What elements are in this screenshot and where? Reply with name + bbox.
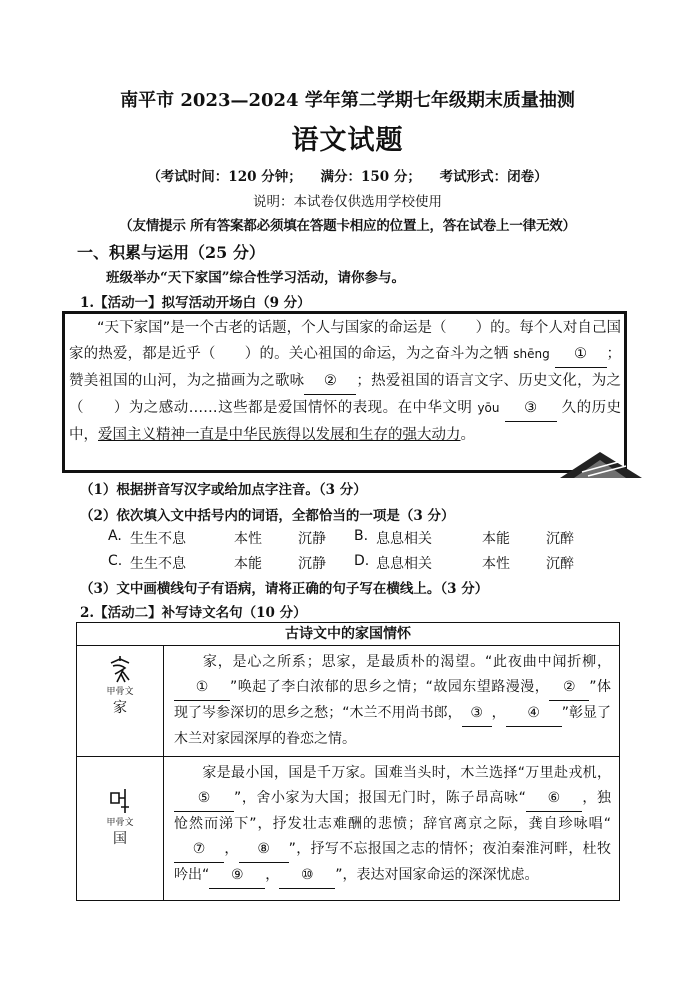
blank-poem-5: ⑤	[174, 786, 234, 812]
blank-poem-2: ②	[549, 675, 589, 701]
option-b: B. 息息相关 本能 沉醉	[354, 528, 574, 547]
oracle-guo-icon	[107, 787, 133, 815]
underlined-sentence: 爱国主义精神一直是中华民族得以发展和生存的强大动力	[98, 427, 461, 443]
exam-info: （考试时间：120 分钟； 满分：150 分； 考试形式：闭卷）	[147, 169, 548, 185]
blank-2: ②	[304, 368, 356, 395]
option-d: D. 息息相关 本性 沉醉	[354, 553, 574, 572]
blank-poem-10: ⑩	[279, 863, 335, 889]
option-c: C. 生生不息 本能 沉静	[108, 553, 326, 572]
blank-poem-3: ③	[462, 701, 492, 727]
blank-1: ①	[555, 341, 607, 368]
blank-poem-8: ⑧	[239, 837, 289, 863]
activity-2-title: 2.【活动二】补写诗文名句（10 分）	[80, 605, 307, 621]
blank-poem-1: ①	[174, 675, 230, 701]
mountain-decoration-icon	[560, 448, 642, 480]
question-1-1: （1）根据拼音写汉字或给加点字注音。（3 分）	[80, 482, 367, 498]
oracle-jia-cell	[77, 646, 164, 757]
section-1-intro: 班级举办“天下家国”综合性学习活动，请你参与。	[106, 270, 406, 286]
table-header: 古诗文中的家国情怀	[77, 623, 620, 646]
row-jia-text: 家，是心之所系；思家，是最质朴的渴望。“此夜曲中闻折柳，① ”唤起了李白浓郁的思乡之情；“故园东望路漫漫， ② ”体现了岑参深切的思乡之愁；“木兰不用尚书郎， ③ ， ④ ”彰显了木兰对家园深厚的眷恋之情。	[164, 646, 620, 757]
passage-text: “天下家国”是一个古老的话题，个人与国家的命运是（ ）的。每个人对自己国家的热爱，都是近乎（ ）的。关心祖国的命运，为之奋斗为之牺 shēng ① ；赞美祖国的山河，为之描画为之歌咏 ② ；热爱祖国的语言文字、历史文化，为之（ ）为之感动……这些都是爱国情怀的表现。在中华文明 yōu ③ 久的历史中，爱国主义精神一直是中华民族得以发展和生存的强大动力。	[69, 320, 622, 443]
friendly-tips: （友情提示 所有答案都必须填在答题卡相应的位置上，答在试卷上一律无效）	[119, 218, 576, 234]
subject-title: 语文试题	[291, 125, 404, 156]
char-guo: 国	[113, 831, 127, 847]
exam-title: 南平市 2023—2024 学年第二学期七年级期末质量抽测	[120, 90, 575, 111]
oracle-guo-cell	[77, 757, 164, 901]
char-jia: 家	[113, 700, 127, 716]
question-1-2: （2）依次填入文中括号内的词语，全都恰当的一项是（3 分）	[80, 508, 455, 524]
poem-table	[76, 622, 620, 901]
usage-note: 说明：本试卷仅供选用学校使用	[253, 194, 442, 210]
oracle-jia-icon	[107, 654, 133, 684]
activity-1-title: 1.【活动一】拟写活动开场白（9 分）	[80, 295, 311, 311]
blank-poem-9: ⑨	[209, 863, 265, 889]
oracle-label: 甲骨文	[106, 818, 134, 828]
section-1-title: 一、积累与运用（25 分）	[77, 243, 265, 262]
option-a: A. 生生不息 本性 沉静	[108, 528, 326, 547]
oracle-label: 甲骨文	[106, 687, 134, 697]
blank-poem-4: ④	[506, 701, 562, 727]
question-1-3: （3）文中画横线句子有语病，请将正确的句子写在横线上。（3 分）	[80, 581, 489, 597]
blank-3: ③	[505, 395, 557, 422]
blank-poem-6: ⑥	[526, 786, 582, 812]
blank-poem-7: ⑦	[174, 837, 224, 863]
row-guo-text: 家是最小国，国是千万家。国难当头时，木兰选择“万里赴戎机，⑤ ”，舍小家为大国；报国无门时，陈子昂高咏“ ⑥ ，独怆然而涕下”，抒发壮志难酬的悲愤；辞官离京之际，龚自珍咏唱“⑦ ， ⑧ ”，抒写不忘报国之志的情怀；夜泊秦淮河畔，杜牧吟出“ ⑨ ， ⑩ ”，表达对国家命运的深深忧虑。	[164, 757, 620, 901]
